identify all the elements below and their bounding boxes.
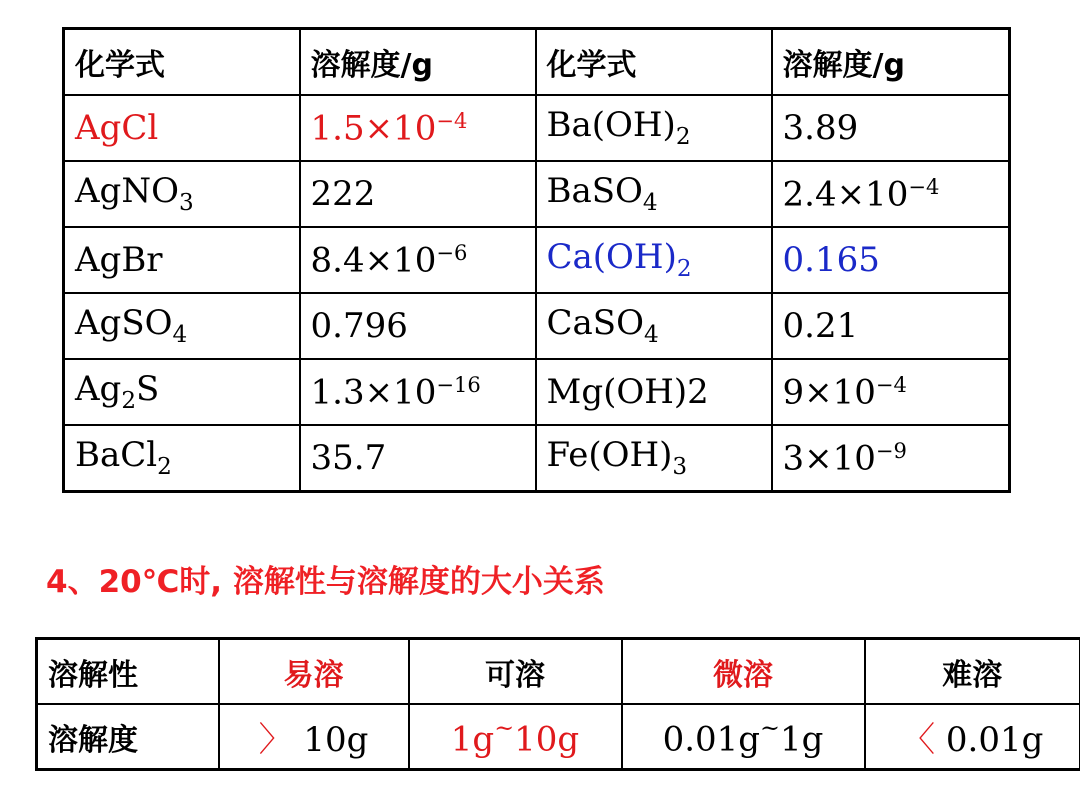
solubility-cell: 35.7 [300,425,536,492]
solubility-cell: 3.89 [772,95,1010,161]
comparison-sign: 〈 [901,720,936,760]
table-row [64,359,1010,425]
section-heading: 4、20℃时, 溶解性与溶解度的大小关系 [46,564,605,600]
table-row [37,704,1080,770]
range-easily-soluble: 〉 10g [219,704,409,770]
solubility-cell: 0.165 [772,227,1010,293]
solubility-relation-table [35,637,1080,771]
solubility-cell: $9\times 10^{-4}$ [772,359,1010,425]
solubility-cell: 0.796 [300,293,536,359]
solubility-cell: $1.5\times 10^{-4}$ [300,95,536,161]
formula-cell: AgCl [64,95,300,161]
row-label-solubility-class: 溶解性 [37,639,219,705]
table-row [37,639,1080,705]
class-insoluble: 难溶 [865,639,1080,705]
header-solubility-2: 溶解度/g [772,29,1010,96]
comparison-sign: 〉 [258,720,293,760]
header-solubility-1: 溶解度/g [300,29,536,96]
class-soluble: 可溶 [409,639,622,705]
formula-cell: BaCl$_2$ [64,425,300,492]
formula-cell: BaSO$_4$ [536,161,772,227]
solubility-cell: $1.3\times 10^{-16}$ [300,359,536,425]
solubility-cell: $3\times 10^{-9}$ [772,425,1010,492]
solubility-cell: 222 [300,161,536,227]
class-easily-soluble: 易溶 [219,639,409,705]
formula-cell: CaSO$_4$ [536,293,772,359]
solubility-cell: $8.4\times 10^{-6}$ [300,227,536,293]
formula-cell: AgBr [64,227,300,293]
range-soluble: 1g~10g [409,704,622,770]
formula-cell: $Fe(OH)_3$ [536,425,772,492]
formula-cell: Mg(OH)2 [536,359,772,425]
table-header-row [64,29,1010,96]
formula-cell: AgSO$_4$ [64,293,300,359]
header-formula-2: 化学式 [536,29,772,96]
formula-cell: AgNO$_3$ [64,161,300,227]
table-row [64,95,1010,161]
solubility-cell: $2.4\times 10^{-4}$ [772,161,1010,227]
class-slightly-soluble: 微溶 [622,639,865,705]
table-row [64,293,1010,359]
solubility-table [62,27,1011,493]
solubility-cell: 0.21 [772,293,1010,359]
formula-cell: $Ba(OH)_2$ [536,95,772,161]
formula-cell: $Ag_2S$ [64,359,300,425]
table-row [64,161,1010,227]
formula-cell: $Ca(OH)_2$ [536,227,772,293]
table-row [64,227,1010,293]
row-label-solubility: 溶解度 [37,704,219,770]
range-slightly-soluble: 0.01g~1g [622,704,865,770]
header-formula-1: 化学式 [64,29,300,96]
range-insoluble: 〈 0.01g [865,704,1080,770]
table-row [64,425,1010,492]
